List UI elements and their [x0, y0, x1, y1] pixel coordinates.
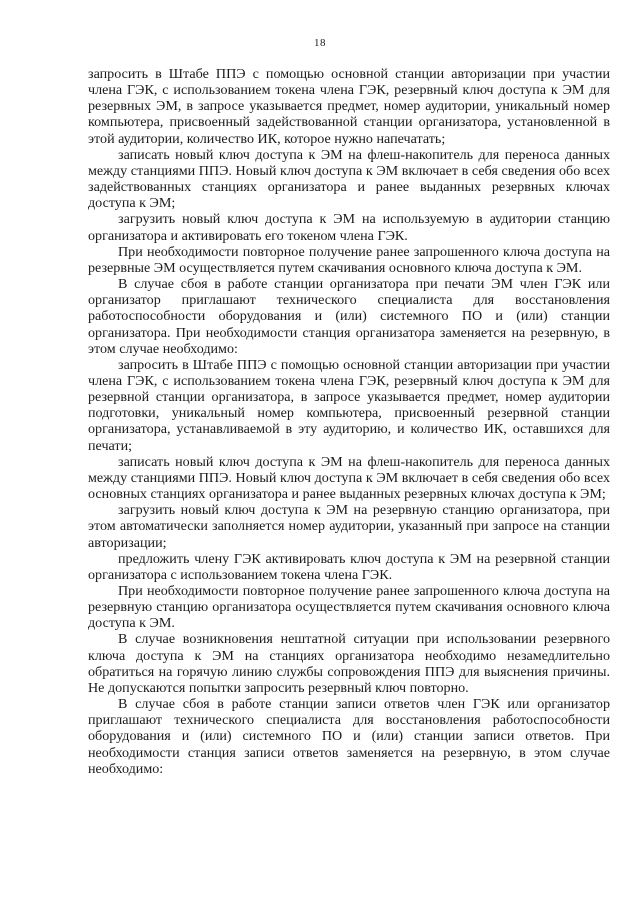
paragraph-3: загрузить новый ключ доступа к ЭМ на используемую в аудитории станцию организатора и активировать его токеном члена ГЭК. — [88, 211, 610, 244]
paragraph-12: В случае сбоя в работе станции записи ответов член ГЭК или организатор приглашают технического специалиста для восстановления работоспособности оборудования и (или) системного ПО и (или) станции записи ответов. При необходимости станция записи ответов заменяется на резервную, в этом случае необходимо: — [88, 696, 610, 777]
paragraph-11: В случае возникновения нештатной ситуации при использовании резервного ключа доступа к ЭМ на станциях организатора необходимо незамедлительно обратиться на горячую линию службы сопровождения ППЭ для выяснения причины. Не допускаются попытки запросить резервный ключ повторно. — [88, 631, 610, 696]
paragraph-5: В случае сбоя в работе станции организатора при печати ЭМ член ГЭК или организатор приглашают технического специалиста для восстановления работоспособности оборудования и (или) системного ПО и (или) станции организатора. При необходимости станция организатора заменяется на резервную, в этом случае необходимо: — [88, 276, 610, 357]
paragraph-9: предложить члену ГЭК активировать ключ доступа к ЭМ на резервной станции организатора с использованием токена члена ГЭК. — [88, 550, 610, 583]
paragraph-7: записать новый ключ доступа к ЭМ на флеш-накопитель для переноса данных между станциями ППЭ. Новый ключ доступа к ЭМ включает в себя сведения обо всех основных станциях организатора и ранее выданных резервных ключах доступа к ЭМ; — [88, 453, 610, 503]
page-number: 18 — [314, 37, 326, 49]
paragraph-2: записать новый ключ доступа к ЭМ на флеш-накопитель для переноса данных между станциями ППЭ. Новый ключ доступа к ЭМ включает в себя сведения обо всех задействованных станциях организатора и ранее выданных резервных ключах доступа к ЭМ; — [88, 146, 610, 212]
paragraph-8: загрузить новый ключ доступа к ЭМ на резервную станцию организатора, при этом автоматически заполняется номер аудитории, указанный при запросе на станции авторизации; — [88, 502, 610, 551]
paragraph-10: При необходимости повторное получение ранее запрошенного ключа доступа на резервную станцию организатора осуществляется путем скачивания основного ключа доступа к ЭМ. — [88, 583, 610, 632]
paragraph-1: запросить в Штабе ППЭ с помощью основной станции авторизации при участии члена ГЭК, с использованием токена члена ГЭК, резервный ключ доступа к ЭМ для резервных ЭМ, в запросе указывается предмет, номер аудитории, уникальный номер компьютера, присвоенный задействованной станции организатора, установленной в этой аудитории, количество ИК, которое нужно напечатать; — [88, 66, 610, 147]
paragraph-4: При необходимости повторное получение ранее запрошенного ключа доступа на резервные ЭМ осуществляется путем скачивания основного ключа доступа к ЭМ. — [88, 243, 610, 276]
paragraph-6: запросить в Штабе ППЭ с помощью основной станции авторизации при участии члена ГЭК, с использованием токена члена ГЭК, резервный ключ доступа к ЭМ для резервной станции организатора, в запросе указывается предмет, номер аудитории подготовки, уникальный номер компьютера, присвоенный резервной станции организатора, устанавливаемой в эту аудиторию, и количество ИК, оставшихся для печати; — [88, 356, 610, 454]
document-body — [88, 66, 610, 777]
